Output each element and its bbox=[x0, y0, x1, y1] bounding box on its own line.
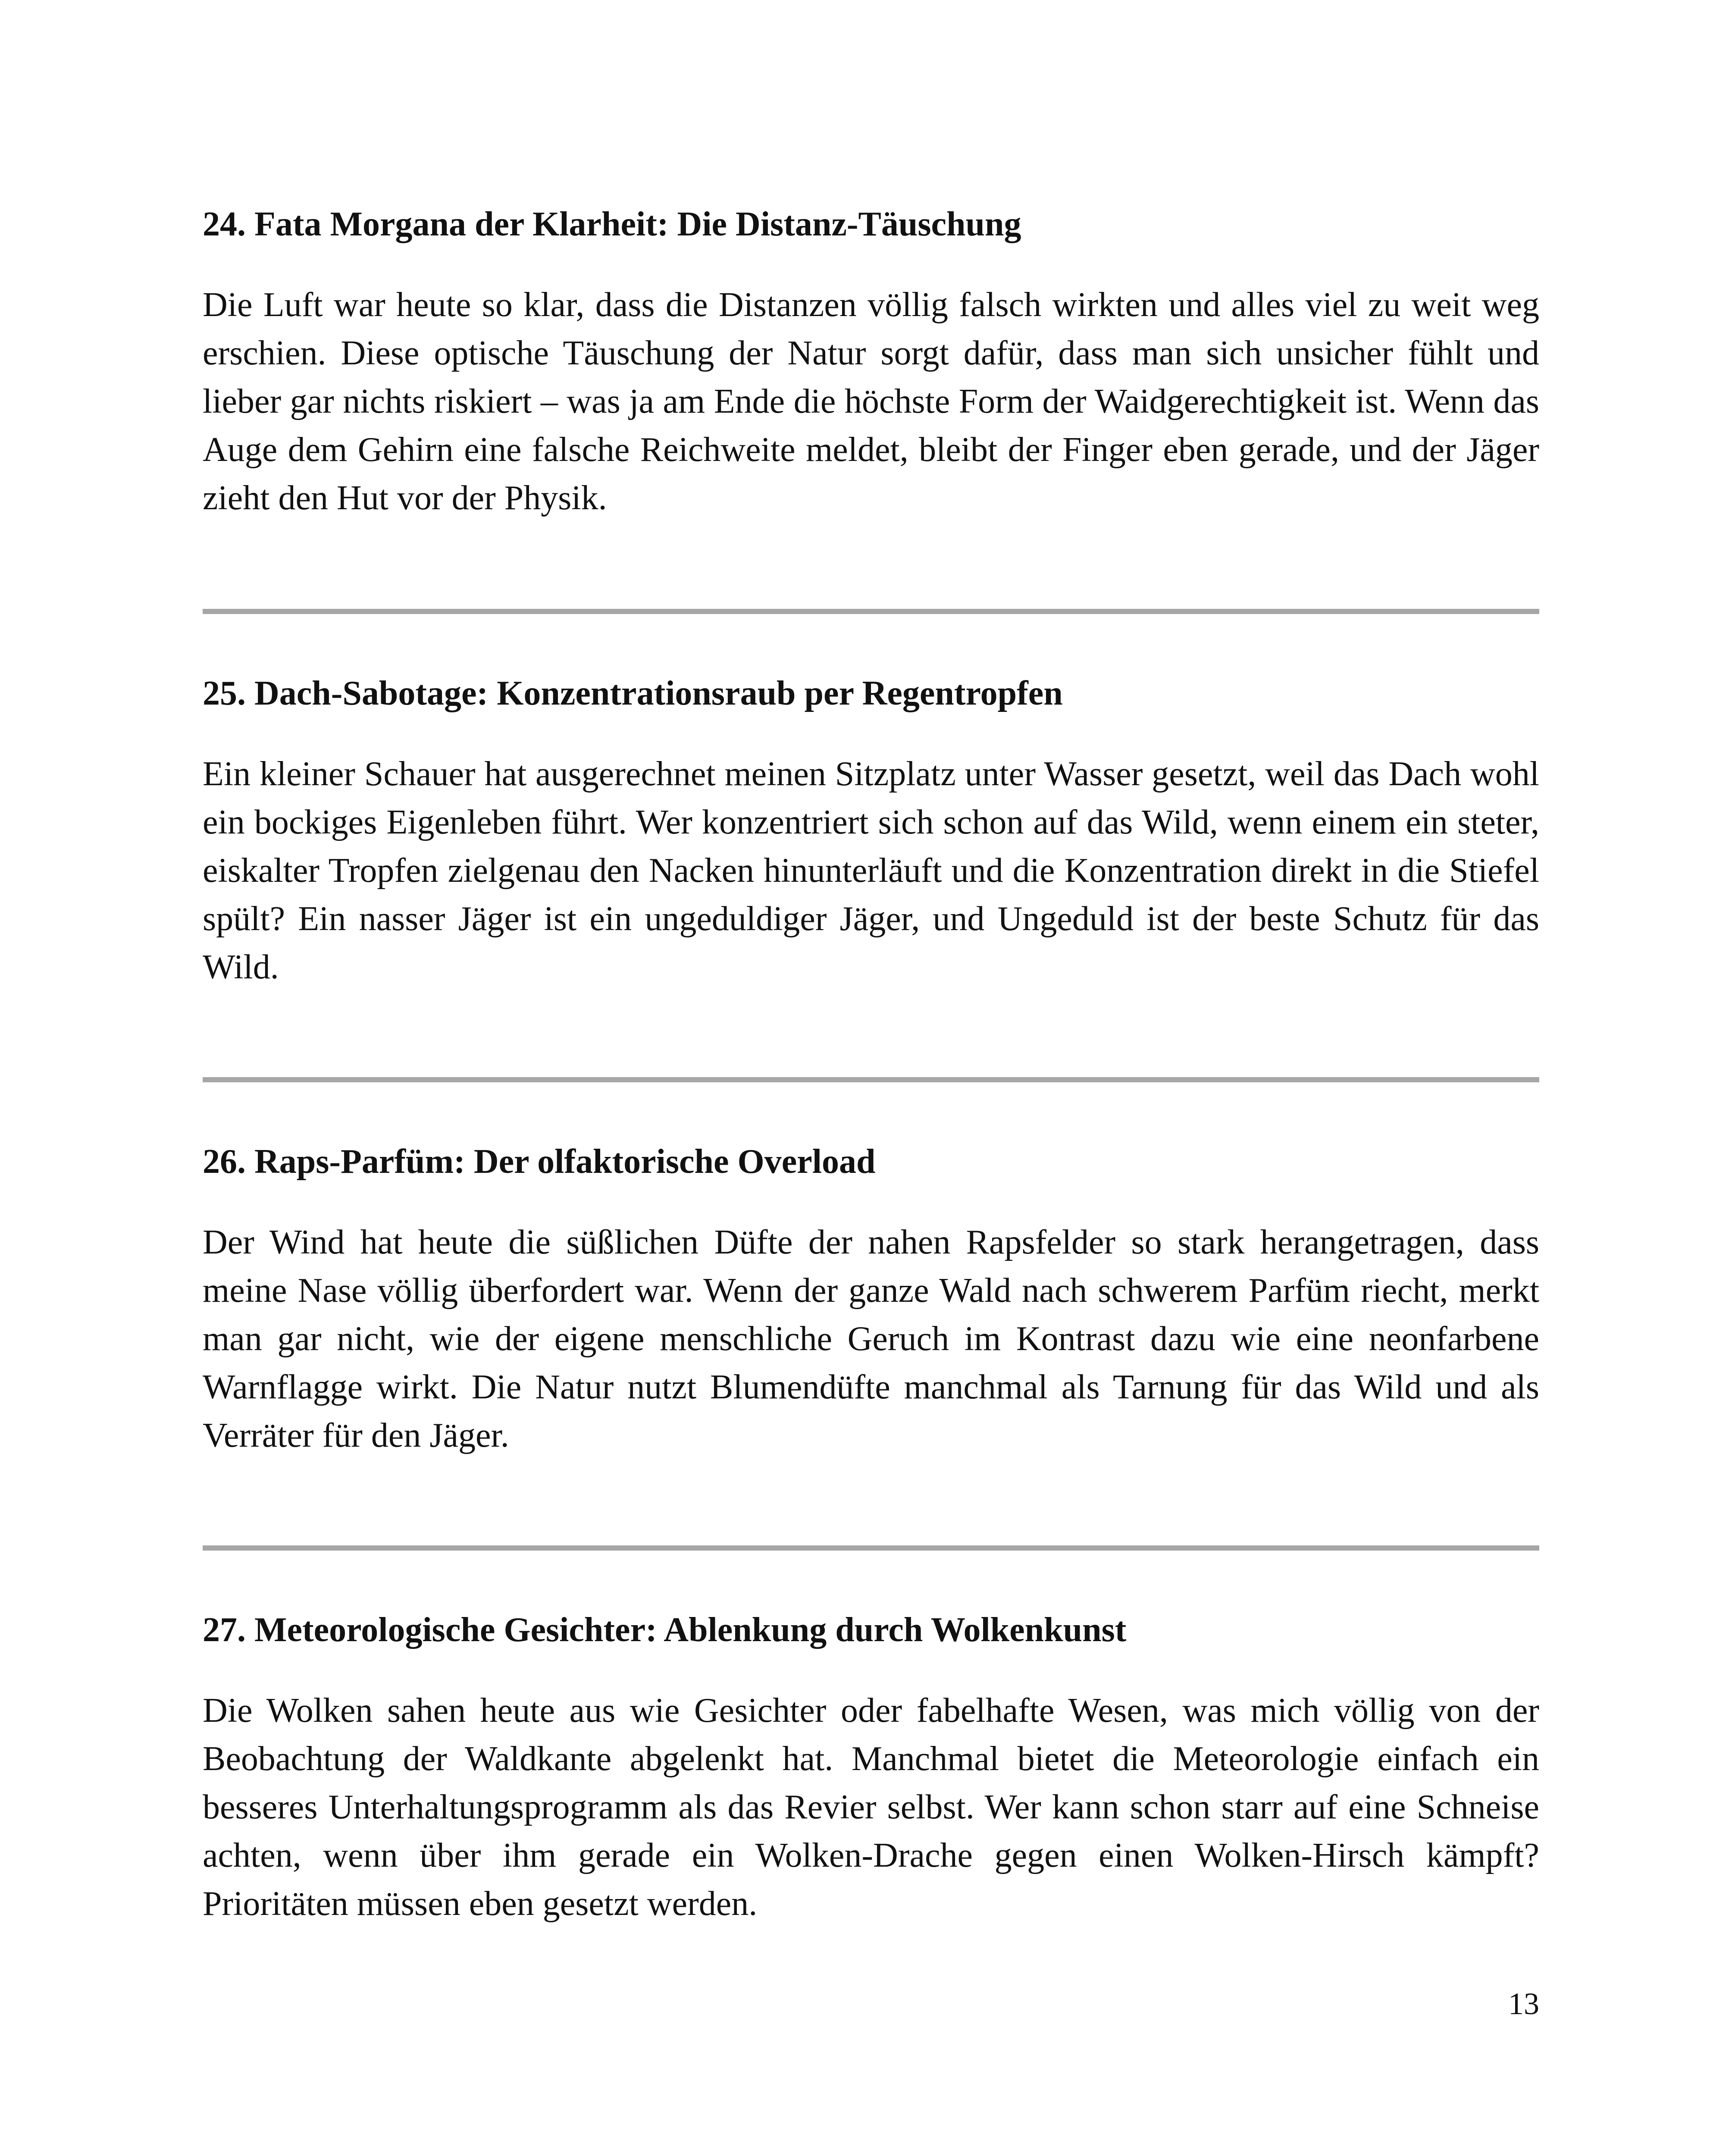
section-24 bbox=[203, 201, 1539, 522]
section-body: Der Wind hat heute die süßlichen Düfte der nahen Rapsfelder so stark herangetragen, dass meine Nase völlig überfordert war. Wenn der ganze Wald nach schwerem Parfüm riecht, merkt man gar nicht, wie der eigene menschliche Geruch im Kontrast dazu wie eine neonfarbene Warnflagge wirkt. Die Natur nutzt Blumendüfte manchmal als Tarnung für das Wild und als Verräter für den Jäger. bbox=[203, 1223, 1539, 1454]
section-body: Die Wolken sahen heute aus wie Gesichter oder fabelhafte Wesen, was mich völlig von der Beobachtung der Waldkante abgelenkt hat. Manchmal bietet die Meteorologie einfach ein besseres Unterhaltungsprogramm als das Revier selbst. Wer kann schon starr auf eine Schneise achten, wenn über ihm gerade ein Wolken-Drache gegen einen Wolken-Hirsch kämpft? Prioritäten müssen eben gesetzt werden. bbox=[203, 1692, 1539, 1923]
section-heading: 24. Fata Morgana der Klarheit: Die Distanz-Täuschung bbox=[203, 205, 1021, 243]
section-27 bbox=[203, 1606, 1539, 1928]
page-number: 13 bbox=[1508, 1987, 1539, 2021]
section-heading: 25. Dach-Sabotage: Konzentrationsraub per Regentropfen bbox=[203, 674, 1063, 712]
section-divider bbox=[203, 1077, 1539, 1082]
section-body: Ein kleiner Schauer hat ausgerechnet meinen Sitzplatz unter Wasser gesetzt, weil das Dach wohl ein bockiges Eigenleben führt. Wer konzentriert sich schon auf das Wild, wenn einem ein steter, eiskalter Tropfen zielgenau den Nacken hinunterläuft und die Konzentration direkt in die Stiefel spült? Ein nasser Jäger ist ein ungeduldiger Jäger, und Ungeduld ist der beste Schutz für das Wild. bbox=[203, 755, 1539, 986]
section-body: Die Luft war heute so klar, dass die Distanzen völlig falsch wirkten und alles viel zu weit weg erschien. Diese optische Täuschung der Natur sorgt dafür, dass man sich unsicher fühlt und lieber gar nichts riskiert – was ja am Ende die höchste Form der Waidgerechtigkeit ist. Wenn das Auge dem Gehirn eine falsche Reichweite meldet, bleibt der Finger eben gerade, und der Jäger zieht den Hut vor der Physik. bbox=[203, 286, 1539, 517]
section-26 bbox=[203, 1138, 1539, 1460]
section-heading: 27. Meteorologische Gesichter: Ablenkung durch Wolkenkunst bbox=[203, 1611, 1127, 1649]
section-divider bbox=[203, 1545, 1539, 1551]
section-25 bbox=[203, 670, 1539, 991]
section-divider bbox=[203, 609, 1539, 614]
section-heading: 26. Raps-Parfüm: Der olfaktorische Overload bbox=[203, 1143, 876, 1181]
